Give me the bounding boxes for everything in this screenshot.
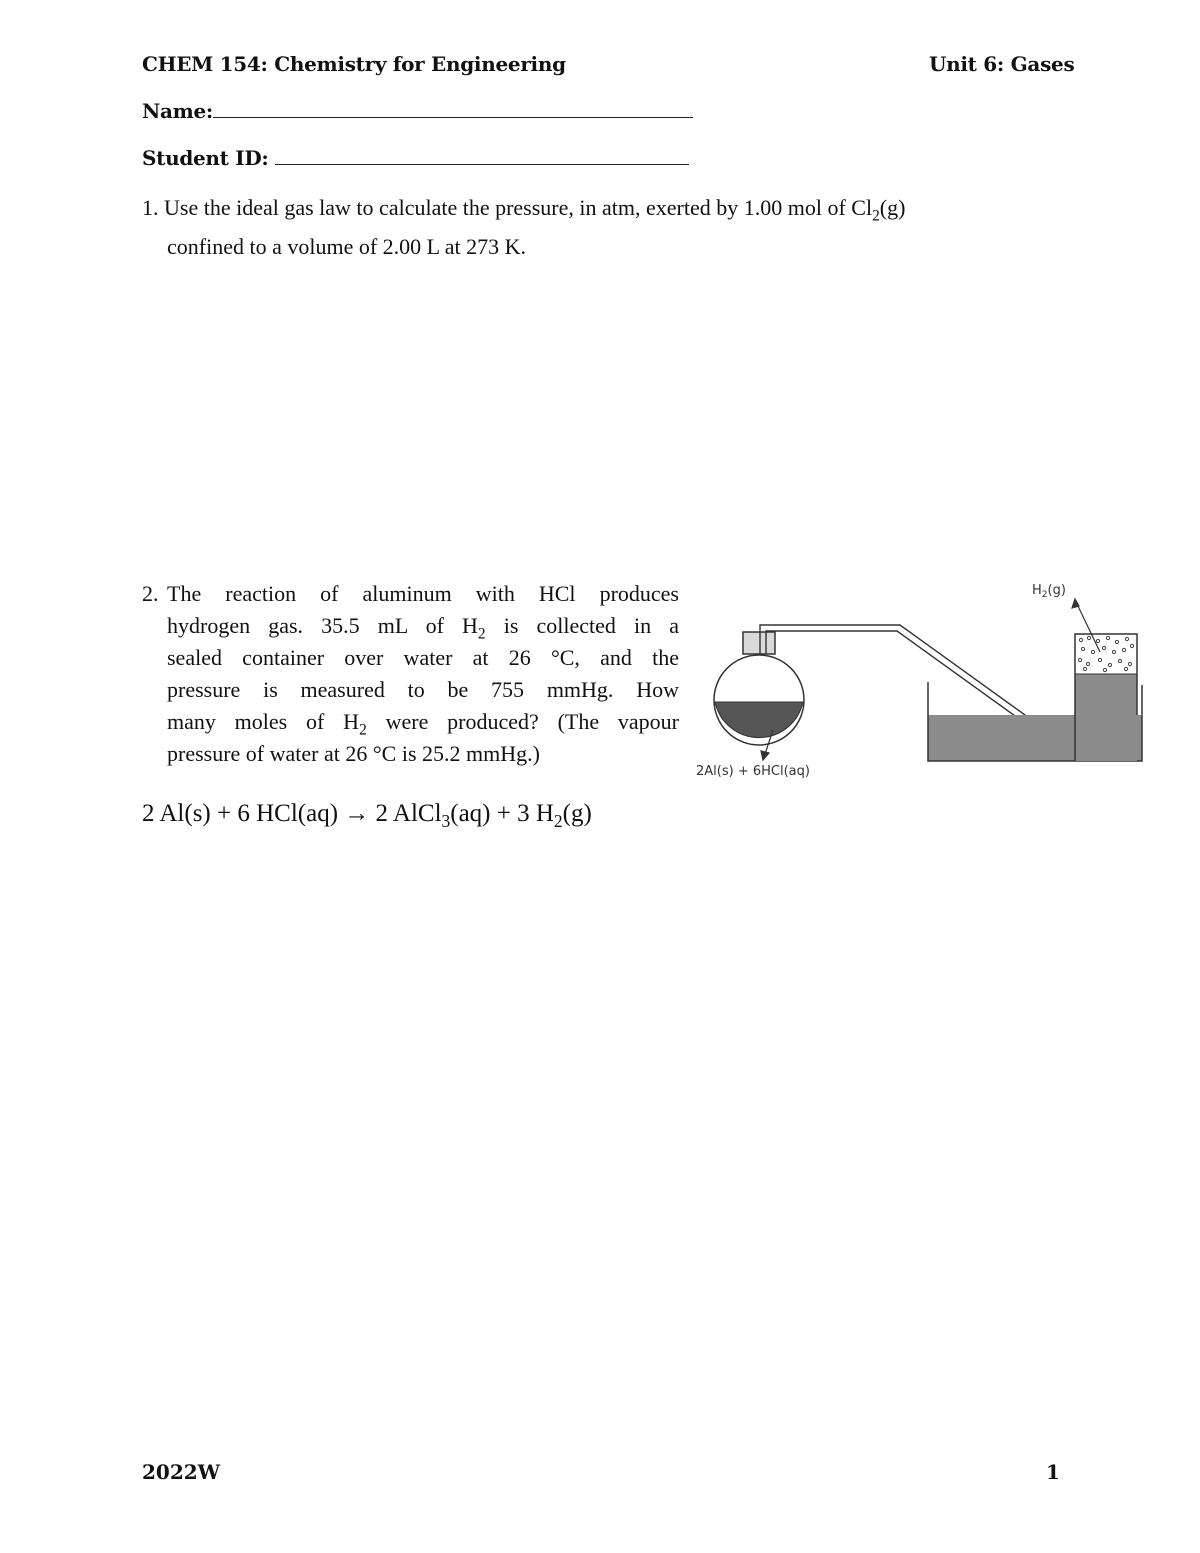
eq-sub-2: 2 [553, 811, 563, 832]
q2-l5-sub: 2 [359, 721, 367, 739]
reaction-equation [142, 800, 592, 832]
collection-jar [1075, 634, 1137, 761]
question-2-number: 2. [142, 581, 159, 606]
flask-label: 2Al(s) + 6HCl(aq) [696, 764, 810, 779]
question-1-number: 1. [142, 195, 159, 220]
q2-l2-b: is collected in a [485, 613, 679, 638]
question-2-line-5 [167, 706, 679, 738]
q2-l5-a: many moles of H [167, 709, 360, 734]
gas-collection-diagram [690, 570, 1160, 790]
question-2-line-1: The reaction of aluminum with HCl produces [167, 581, 679, 606]
eq-part-3: (g) [562, 800, 592, 827]
gas-label: $H_2(g)$ [1032, 583, 1066, 600]
question-1-line-2: confined to a volume of 2.00 L at 273 K. [167, 234, 527, 259]
name-label: Name: [142, 99, 214, 123]
page-number: 1 [1046, 1460, 1060, 1484]
question-2-line-3: sealed container over water at 26 °C, and the [167, 645, 679, 670]
q2-l2-sub: 2 [477, 625, 486, 643]
question-2-text [167, 578, 679, 770]
q2-l5-b: were produced? (The vapour [366, 709, 679, 734]
question-2-line-4: pressure is measured to be 755 mmHg. How [167, 677, 679, 702]
footer-term: 2022W [142, 1460, 221, 1484]
student-id-label: Student ID: [142, 146, 269, 170]
question-1-text-a: Use the ideal gas law to calculate the pressure, in atm, exerted by 1.00 mol of Cl [164, 195, 873, 220]
student-id-blank[interactable] [275, 164, 689, 165]
eq-part-1: 2 Al(s) + 6 HCl(aq) → 2 AlCl [142, 800, 442, 827]
question-2-line-2 [167, 610, 679, 642]
eq-sub-1: 3 [441, 811, 451, 832]
q2-l2-a: hydrogen gas. 35.5 mL of H [167, 613, 478, 638]
flask [714, 632, 804, 745]
question-2-line-6: pressure of water at 26 °C is 25.2 mmHg.) [167, 741, 540, 766]
eq-part-2: (aq) + 3 H [450, 800, 554, 827]
question-1-text-b: (g) [879, 195, 906, 220]
course-title: CHEM 154: Chemistry for Engineering [142, 52, 566, 76]
question-1-line-1 [142, 195, 906, 225]
student-id-field [142, 146, 689, 170]
name-blank[interactable] [213, 117, 693, 118]
unit-title: Unit 6: Gases [929, 52, 1075, 76]
name-field [142, 99, 693, 123]
question-1-subscript: 2 [872, 207, 880, 225]
